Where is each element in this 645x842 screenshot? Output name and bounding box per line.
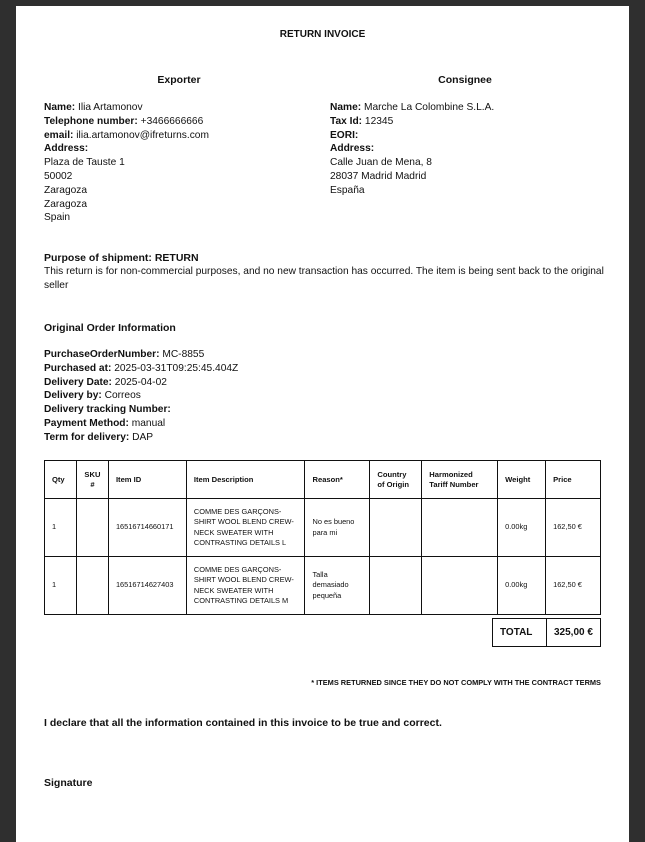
cell-item-id: 16516714660171 xyxy=(108,499,186,557)
exporter-email: ilia.artamonov@ifreturns.com xyxy=(76,129,209,141)
purpose-text: This return is for non-commercial purposes, and no new transaction has occurred. The item is being sent back to the original seller xyxy=(44,266,604,291)
cell-qty: 1 xyxy=(45,499,77,557)
order-purchased-line: Purchased at: 2025-03-31T09:25:45.404Z xyxy=(44,362,239,374)
exporter-phone: +3466666666 xyxy=(140,115,204,127)
exporter-email-line: email: ilia.artamonov@ifreturns.com xyxy=(44,129,209,141)
cell-country xyxy=(370,557,422,615)
header-price: Price xyxy=(546,461,601,499)
table-header-row xyxy=(45,461,601,499)
cell-sku xyxy=(76,499,108,557)
total-label: TOTAL xyxy=(492,618,546,647)
header-weight: Weight xyxy=(498,461,546,499)
exporter-heading: Exporter xyxy=(157,74,201,86)
order-term-line: Term for delivery: DAP xyxy=(44,431,154,443)
exporter-phone-line: Telephone number: +3466666666 xyxy=(44,115,204,127)
exporter-name: Ilia Artamonov xyxy=(77,102,143,113)
order-heading: Original Order Information xyxy=(44,322,176,334)
purpose-label: Purpose of shipment: RETURN xyxy=(44,252,199,264)
order-delivery-date: 2025-04-02 xyxy=(114,376,167,388)
declaration: I declare that all the information contained in this invoice to be true and correct. xyxy=(44,717,442,729)
cell-description: COMME DES GARÇONS-SHIRT WOOL BLEND CREW-NECK SWEATER WITH CONTRASTING DETAILS M xyxy=(186,557,305,615)
exporter-block xyxy=(44,101,209,225)
consignee-tax: 12345 xyxy=(364,115,394,127)
order-po-line: PurchaseOrderNumber: MC-8855 xyxy=(44,349,205,360)
table-row xyxy=(45,557,601,615)
reason-footnote: * ITEMS RETURNED SINCE THEY DO NOT COMPLY WITH THE CONTRACT TERMS xyxy=(311,678,601,687)
order-delivery-date-line: Delivery Date: 2025-04-02 xyxy=(44,376,167,388)
cell-sku xyxy=(76,557,108,615)
header-country: Country of Origin xyxy=(370,461,422,499)
consignee-address-line: España xyxy=(330,184,365,196)
cell-price: 162,50 € xyxy=(546,499,601,557)
exporter-address-line: Zaragoza xyxy=(44,184,88,196)
cell-price: 162,50 € xyxy=(546,557,601,615)
table-row xyxy=(45,499,601,557)
total-value: 325,00 € xyxy=(546,618,601,647)
consignee-heading: Consignee xyxy=(438,74,492,86)
exporter-address-line: Spain xyxy=(44,212,71,224)
order-term: DAP xyxy=(132,431,154,443)
cell-tariff xyxy=(422,557,498,615)
cell-reason: Talla demasiado pequeña xyxy=(305,557,370,615)
consignee-address-line: Calle Juan de Mena, 8 xyxy=(330,157,432,169)
header-description: Item Description xyxy=(186,461,305,499)
consignee-name-line: Name: Marche La Colombine S.L.A. xyxy=(330,102,495,113)
cell-item-id: 16516714627403 xyxy=(108,557,186,615)
exporter-address-label: Address: xyxy=(44,143,89,155)
order-payment-line: Payment Method: manual xyxy=(44,417,166,429)
order-block xyxy=(44,348,238,445)
order-tracking-line: Delivery tracking Number: xyxy=(44,404,171,416)
exporter-name-line: Name: Ilia Artamonov xyxy=(44,102,143,113)
consignee-tax-line: Tax Id: 12345 xyxy=(330,115,394,127)
header-item-id: Item ID xyxy=(108,461,186,499)
cell-weight: 0.00kg xyxy=(498,499,546,557)
cell-reason: No es bueno para mi xyxy=(305,499,370,557)
signature-label: Signature xyxy=(44,777,93,789)
consignee-block xyxy=(330,101,494,198)
cell-tariff xyxy=(422,499,498,557)
consignee-address-line: 28037 Madrid Madrid xyxy=(330,170,427,182)
cell-country xyxy=(370,499,422,557)
order-po: MC-8855 xyxy=(162,349,205,360)
order-purchased: 2025-03-31T09:25:45.404Z xyxy=(114,362,239,374)
order-delivery-by: Correos xyxy=(104,390,141,402)
invoice-title: RETURN INVOICE xyxy=(279,29,366,40)
consignee-name: Marche La Colombine S.L.A. xyxy=(363,102,495,113)
total-row xyxy=(492,618,601,647)
invoice-page xyxy=(16,6,629,842)
header-reason: Reason* xyxy=(305,461,370,499)
cell-weight: 0.00kg xyxy=(498,557,546,615)
exporter-address-line: Zaragoza xyxy=(44,198,88,210)
exporter-address-line: Plaza de Tauste 1 xyxy=(44,157,125,169)
header-tariff: Harmonized Tariff Number xyxy=(422,461,498,499)
exporter-address-line: 50002 xyxy=(44,170,73,182)
cell-qty: 1 xyxy=(45,557,77,615)
consignee-address-label: Address: xyxy=(330,143,375,155)
order-delivery-by-line: Delivery by: Correos xyxy=(44,390,141,402)
header-sku: SKU # xyxy=(76,461,108,499)
order-payment: manual xyxy=(131,417,166,429)
header-qty: Qty xyxy=(45,461,77,499)
items-table xyxy=(44,460,601,615)
consignee-eori-line: EORI: xyxy=(330,129,359,141)
cell-description: COMME DES GARÇONS-SHIRT WOOL BLEND CREW-NECK SWEATER WITH CONTRASTING DETAILS L xyxy=(186,499,305,557)
